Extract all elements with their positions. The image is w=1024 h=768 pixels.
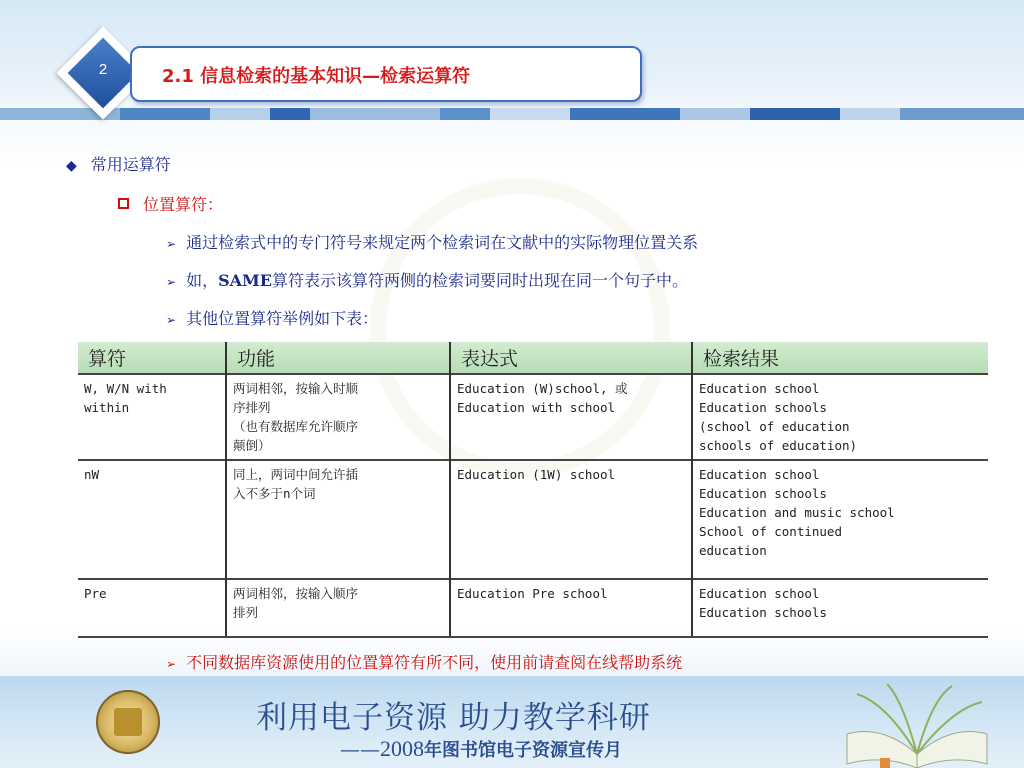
operator-table xyxy=(78,342,988,638)
cell-line: 颠倒） xyxy=(233,438,271,453)
cell-line: 同上，两词中间允许插 xyxy=(233,467,359,483)
arrow-right-icon: ➢ xyxy=(166,237,177,251)
table-header-row xyxy=(78,342,988,374)
cell-line: Education schools xyxy=(699,604,827,620)
note-bullet xyxy=(166,650,682,673)
cell-line: Education school xyxy=(699,381,820,396)
cell-line: Education school xyxy=(699,585,820,601)
operator-cell xyxy=(78,374,226,460)
function-cell xyxy=(226,460,450,578)
cell-line: Education (1W) school xyxy=(457,467,616,483)
function-cell xyxy=(226,579,450,637)
arrow-right-icon: ➢ xyxy=(166,275,177,289)
bullet-text-suffix: 算符表示该算符两侧的检索词要同时出现在同一个句子中。 xyxy=(271,271,688,290)
column-header: 检索结果 xyxy=(692,342,988,374)
cell-line: 两词相邻，按输入时顺 xyxy=(233,381,359,396)
expression-cell xyxy=(450,374,692,460)
cell-line: （也有数据库允许顺序 xyxy=(233,419,359,434)
open-book-illustration xyxy=(842,684,992,768)
cell-line: School of continued xyxy=(699,524,842,540)
column-header: 表达式 xyxy=(450,342,692,374)
expression-cell xyxy=(450,579,692,637)
slide-title: 2.1 信息检索的基本知识—检索运算符 xyxy=(162,66,471,87)
cell-line: W, W/N with xyxy=(84,381,167,396)
cell-line: Pre xyxy=(84,585,107,601)
subslogan-year: 2008 xyxy=(380,736,424,761)
subslogan-dash: —— xyxy=(340,737,380,761)
operator-cell xyxy=(78,460,226,578)
result-cell xyxy=(692,579,988,637)
cell-line: Education with school xyxy=(457,400,616,415)
bullet-level1-text: 常用运算符 xyxy=(90,155,171,174)
subslogan-text: 年图书馆电子资源宣传月 xyxy=(424,740,622,761)
table-row xyxy=(78,374,988,460)
footer-slogan: 利用电子资源 助力教学科研 xyxy=(256,700,651,736)
operator-cell xyxy=(78,579,226,637)
function-cell xyxy=(226,374,450,460)
bullet-level3 xyxy=(166,230,698,253)
cell-line: Education schools xyxy=(699,400,827,415)
title-box xyxy=(130,46,642,102)
bullet-text-prefix: 如， xyxy=(186,271,219,290)
bullet-text: 其他位置算符举例如下表： xyxy=(186,309,379,328)
bullet-level1 xyxy=(66,152,171,175)
bullet-level3 xyxy=(166,306,378,329)
cell-line: Education (W)school, 或 xyxy=(457,381,628,396)
header-stripe xyxy=(0,108,1024,120)
cell-line: schools of education) xyxy=(699,438,858,453)
bullet-text: 通过检索式中的专门符号来规定两个检索词在文献中的实际物理位置关系 xyxy=(186,233,699,252)
cell-line: 两词相邻，按输入顺序 xyxy=(233,585,359,601)
cell-line: Education school xyxy=(699,467,820,483)
table-row xyxy=(78,579,988,637)
emblem-center xyxy=(114,708,142,736)
bullet-level3 xyxy=(166,268,688,291)
hollow-square-icon xyxy=(118,198,129,209)
result-cell xyxy=(692,374,988,460)
cell-line: 入不多于n个词 xyxy=(233,486,316,502)
table-row xyxy=(78,460,988,578)
arrow-right-icon: ➢ xyxy=(166,313,177,327)
same-keyword: SAME xyxy=(218,271,272,290)
note-text: 不同数据库资源使用的位置算符有所不同，使用前请查阅在线帮助系统 xyxy=(186,653,683,672)
cell-line: 序排列 xyxy=(233,400,271,415)
cell-line: within xyxy=(84,400,130,415)
footer-subslogan xyxy=(340,736,622,762)
cell-line: nW xyxy=(84,467,100,483)
bullet-level2 xyxy=(118,192,223,215)
slide-number: 2 xyxy=(98,61,108,78)
cell-line: (school of education xyxy=(699,419,850,434)
expression-cell xyxy=(450,460,692,578)
result-cell xyxy=(692,460,988,578)
cell-line: Education and music school xyxy=(699,505,895,521)
bullet-level2-text: 位置算符： xyxy=(143,195,224,214)
cell-line: 排列 xyxy=(233,604,259,620)
cell-line: education xyxy=(699,543,767,559)
cell-line: Education schools xyxy=(699,486,827,502)
cell-line: Education Pre school xyxy=(457,585,608,601)
column-header: 功能 xyxy=(226,342,450,374)
arrow-right-icon: ➢ xyxy=(166,657,177,671)
diamond-icon: ◆ xyxy=(66,158,77,174)
column-header: 算符 xyxy=(78,342,226,374)
